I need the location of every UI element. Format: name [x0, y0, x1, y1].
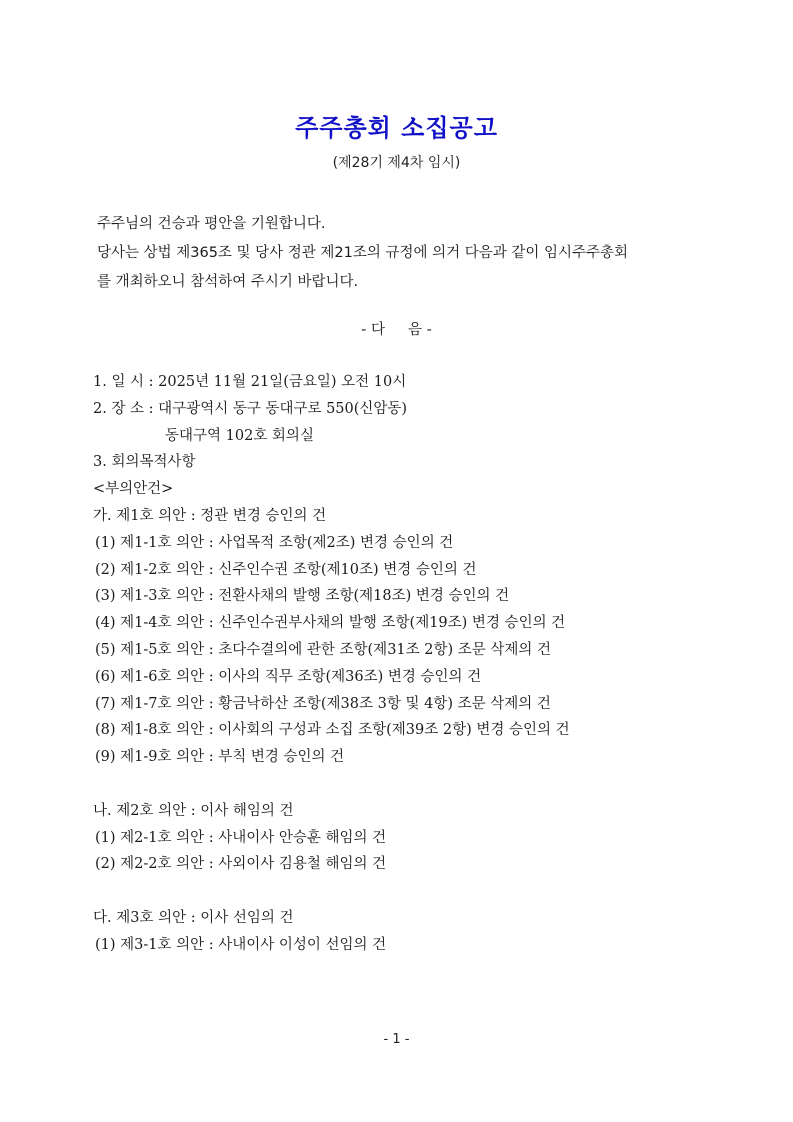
page-title: 주주총회 소집공고	[295, 114, 498, 142]
agenda-item: (5) 제1-5호 의안 : 초다수결의에 관한 조항(제31조 2항) 조문 삭제의 건	[95, 641, 552, 658]
agenda-item: (9) 제1-9호 의안 : 부칙 변경 승인의 건	[95, 749, 345, 766]
page-number: - 1 -	[383, 1032, 410, 1047]
agenda-c-heading: 다. 제3호 의안 : 이사 선임의 건	[93, 909, 294, 926]
schedule-date: 1. 일 시 : 2025년 11월 21일(금요일) 오전 10시	[93, 374, 407, 390]
intro-line: 당사는 상법 제365조 및 당사 정관 제21조의 규정에 의거 다음과 같이 임시주주총회	[97, 245, 629, 261]
agenda-item: (7) 제1-7호 의안 : 황금낙하산 조항(제38조 3항 및 4항) 조문 삭제의 건	[95, 695, 551, 712]
page-subtitle: (제28기 제4차 임시)	[332, 155, 461, 171]
agenda-item: (2) 제1-2호 의안 : 신주인수권 조항(제10조) 변경 승인의 건	[95, 561, 477, 578]
agenda-item: (4) 제1-4호 의안 : 신주인수권부사채의 발행 조항(제19조) 변경 승인의 건	[95, 615, 566, 632]
agenda-item: (1) 제2-1호 의안 : 사내이사 안승훈 해임의 건	[95, 829, 387, 846]
spacer	[93, 878, 733, 905]
section-heading: - 다 음 -	[361, 322, 432, 338]
agenda-heading: 3. 회의목적사항	[93, 454, 196, 471]
agenda-item: (1) 제1-1호 의안 : 사업목적 조항(제2조) 변경 승인의 건	[95, 534, 454, 551]
agenda-item: (6) 제1-6호 의안 : 이사의 직무 조항(제36조) 변경 승인의 건	[95, 668, 482, 685]
agenda-a-heading: 가. 제1호 의안 : 정관 변경 승인의 건	[93, 507, 327, 524]
schedule-place-detail: 동대구역 102호 회의실	[165, 427, 314, 444]
agenda-b-heading: 나. 제2호 의안 : 이사 해임의 건	[93, 802, 294, 819]
agenda-item: (2) 제2-2호 의안 : 사외이사 김용철 해임의 건	[95, 856, 387, 873]
intro-paragraph	[97, 210, 697, 297]
agenda-item: (3) 제1-3호 의안 : 전환사채의 발행 조항(제18조) 변경 승인의 건	[95, 588, 510, 605]
schedule-place: 2. 장 소 : 대구광역시 동구 동대구로 550(신암동)	[93, 400, 408, 417]
intro-line: 를 개최하오니 참석하여 주시기 바랍니다.	[97, 274, 359, 290]
intro-line: 주주님의 건승과 평안을 기원합니다.	[97, 216, 326, 232]
agenda-subheading: <부의안건>	[93, 481, 174, 498]
agenda-item: (8) 제1-8호 의안 : 이사회의 구성과 소집 조항(제39조 2항) 변경 승인의 건	[95, 722, 570, 739]
spacer	[93, 771, 733, 798]
notice-body	[93, 369, 733, 959]
agenda-item: (1) 제3-1호 의안 : 사내이사 이성이 선임의 건	[95, 936, 387, 953]
